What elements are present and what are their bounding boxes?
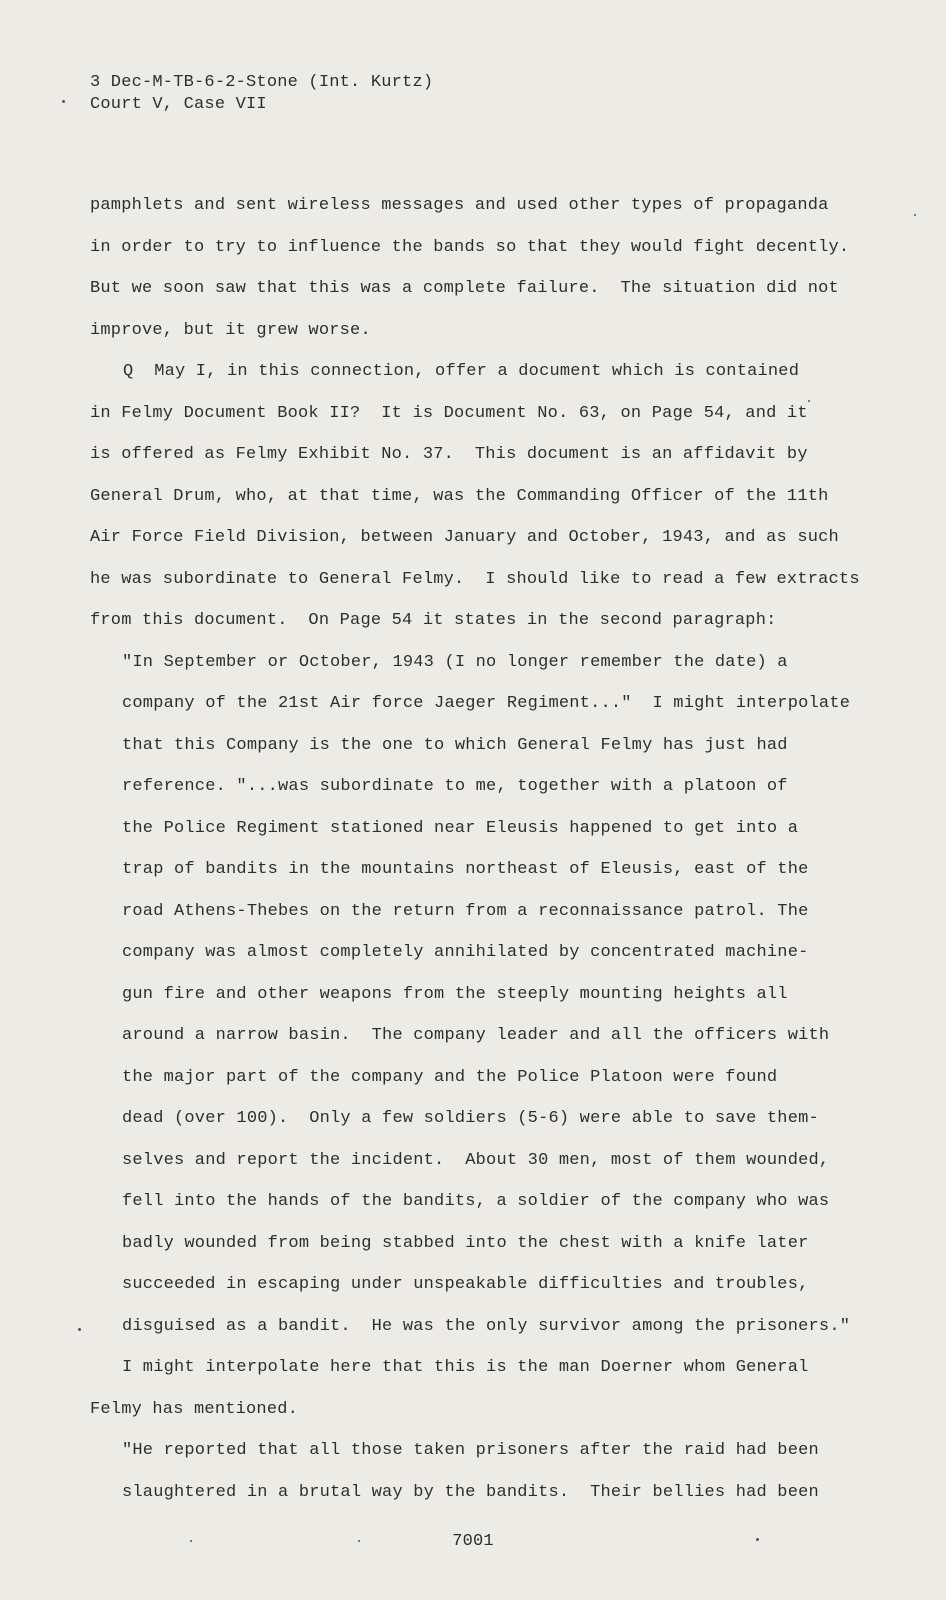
text-line: General Drum, who, at that time, was the Commanding Officer of the 11th: [90, 486, 829, 506]
text-line: Felmy has mentioned.: [90, 1399, 299, 1419]
page-number: 7001: [452, 1532, 494, 1551]
quote-line: that this Company is the one to which General Felmy has just had: [122, 735, 788, 755]
quote-line: trap of bandits in the mountains northeast of Eleusis, east of the: [122, 860, 809, 879]
quote-line: reference. "...was subordinate to me, together with a platoon of: [122, 777, 788, 796]
quote-line: company was almost completely annihilated by concentrated machine-: [122, 943, 809, 962]
header-reference: 3 Dec-M-TB-6-2-Stone (Int. Kurtz): [90, 73, 434, 92]
quote-line: gun fire and other weapons from the steeply mounting heights all: [122, 984, 788, 1004]
transcript-body: [90, 196, 860, 1524]
text-line: is offered as Felmy Exhibit No. 37. This document is an affidavit by: [90, 445, 808, 464]
text-line: he was subordinate to General Felmy. I should like to read a few extracts: [90, 569, 860, 589]
quote-line: disguised as a bandit. He was the only survivor among the prisoners.": [122, 1316, 851, 1336]
ink-speck: [190, 1540, 192, 1542]
text-line: pamphlets and sent wireless messages and used other types of propaganda: [90, 196, 829, 215]
ink-speck: [756, 1538, 759, 1541]
quote-line: "In September or October, 1943 (I no longer remember the date) a: [122, 652, 788, 672]
quote-line: company of the 21st Air force Jaeger Regiment..." I might interpolate: [122, 694, 851, 713]
text-line: in order to try to influence the bands so that they would fight decently.: [90, 237, 850, 257]
quote-line: the Police Regiment stationed near Eleusis happened to get into a: [122, 818, 799, 838]
ink-speck: [62, 100, 65, 103]
document-header: [90, 72, 433, 116]
question-line: Q May I, in this connection, offer a document which is contained: [123, 362, 800, 381]
header-court-case: Court V, Case VII: [90, 95, 267, 114]
quote-line: slaughtered in a brutal way by the bandits. Their bellies had been: [122, 1482, 819, 1502]
text-line: But we soon saw that this was a complete failure. The situation did not: [90, 279, 839, 298]
quote-line: around a narrow basin. The company leader and all the officers with: [122, 1026, 830, 1045]
ink-speck: [914, 214, 916, 216]
ink-speck: [808, 400, 810, 402]
ink-speck: [78, 1328, 81, 1331]
text-line: improve, but it grew worse.: [90, 320, 371, 340]
quote-line: the major part of the company and the Police Platoon were found: [122, 1067, 778, 1087]
quote-line: dead (over 100). Only a few soldiers (5-6) were able to save them-: [122, 1109, 819, 1128]
ink-speck: [358, 1540, 360, 1542]
text-line: from this document. On Page 54 it states in the second paragraph:: [90, 611, 777, 630]
quote-line: fell into the hands of the bandits, a soldier of the company who was: [122, 1192, 830, 1211]
quote-line: badly wounded from being stabbed into the chest with a knife later: [122, 1233, 809, 1253]
text-line: Air Force Field Division, between January and October, 1943, and as such: [90, 528, 839, 547]
quote-line: selves and report the incident. About 30 men, most of them wounded,: [122, 1150, 830, 1170]
quote-line: road Athens-Thebes on the return from a reconnaissance patrol. The: [122, 901, 809, 921]
quote-line: I might interpolate here that this is the man Doerner whom General: [122, 1358, 809, 1377]
text-line: in Felmy Document Book II? It is Document No. 63, on Page 54, and it: [90, 403, 808, 423]
quote-line: "He reported that all those taken prisoners after the raid had been: [122, 1441, 819, 1460]
quote-line: succeeded in escaping under unspeakable difficulties and troubles,: [122, 1275, 809, 1294]
